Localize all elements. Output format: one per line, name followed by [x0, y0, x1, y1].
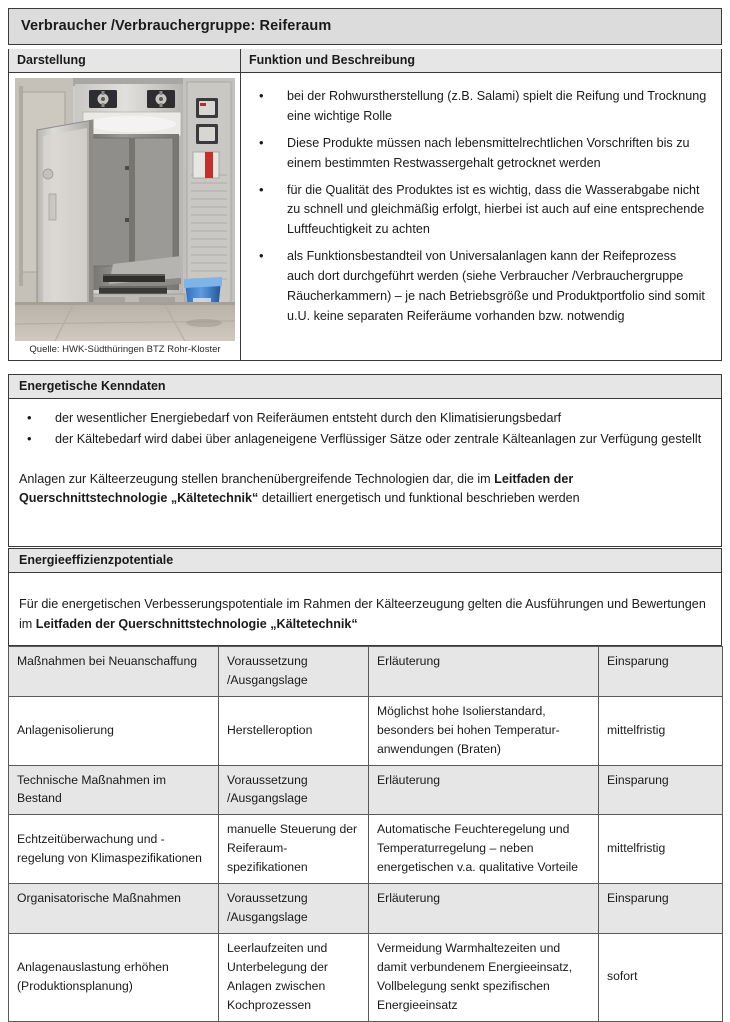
energetische-kenndaten-block [8, 374, 722, 547]
table-header-cell: Maßnahmen bei Neuanschaffung [9, 647, 219, 697]
table-header-row [9, 647, 723, 697]
funktion-cell [241, 73, 721, 360]
content-row [8, 73, 722, 361]
table-cell-voraussetzung: Herstelleroption [219, 696, 369, 765]
table-header-cell: Einsparung [599, 647, 723, 697]
potentiale-paragraph [19, 595, 711, 634]
table-cell-einsparung: mittelfristig [599, 815, 723, 884]
table-cell-massnahme: Anlagenauslastung erhöhen (Produktionsplanung) [9, 933, 219, 1021]
kenndaten-paragraph-part2: detailliert energetisch und funktional beschrieben werden [258, 491, 580, 506]
section-body-kenndaten [8, 399, 722, 547]
list-item: • der wesentlicher Energiebedarf von Reiferäumen entsteht durch den Klimatisierungsbedarf [19, 409, 711, 429]
table-row [9, 696, 723, 765]
table-header-cell: Voraussetzung /Ausgangslage [219, 884, 369, 934]
list-item: • für die Qualität des Produktes ist es wichtig, dass die Wasserabgabe nicht zu schnell und gleichmäßig erfolgt, hierbei ist auch auf eine entsprechende Luftfeuchtigkeit zu achten [251, 181, 707, 241]
table-header-cell: Voraussetzung /Ausgangslage [219, 765, 369, 815]
kenndaten-paragraph-bold: Leitfaden der Querschnittstechnologie „Kältetechnik“ [19, 471, 574, 506]
measures-table-block [8, 646, 722, 1022]
column-header-funktion: Funktion und Beschreibung [249, 53, 415, 67]
table-cell-massnahme: Echtzeitüberwachung und -regelung von Klimaspezifikationen [9, 815, 219, 884]
potentiale-paragraph-part1: Für die energetischen Verbesserungspotentiale im Rahmen der Kälteerzeugung gelten die Ausführungen und Bewertungen im [19, 597, 706, 631]
table-cell-erlaeuterung: Automatische Feuchteregelung und Temperaturregelung – neben energetischen v.a. qualitative Vorteile [369, 815, 599, 884]
reiferaum-photo [15, 78, 235, 341]
potentiale-paragraph-bold: Leitfaden der Querschnittstechnologie „Kältetechnik“ [35, 616, 358, 631]
table-header-cell: Erläuterung [369, 647, 599, 697]
table-cell-voraussetzung: Leerlaufzeiten und Unterbelegung der Anlagen zwischen Kochprozessen [219, 933, 369, 1021]
funktion-bullet-list [251, 87, 707, 327]
photo-caption: Quelle: HWK-Südthüringen BTZ Rohr-Kloster [29, 344, 221, 355]
table-cell-erlaeuterung: Möglichst hohe Isolierstandard, besonders bei hohen Temperatur-anwendungen (Braten) [369, 696, 599, 765]
table-header-cell: Einsparung [599, 765, 723, 815]
darstellung-funktion-block [8, 49, 722, 361]
kenndaten-bullet-list [19, 409, 711, 450]
energieeffizienzpotentiale-block [8, 548, 722, 646]
table-header-cell: Voraussetzung /Ausgangslage [219, 647, 369, 697]
table-header-cell: Organisatorische Maßnahmen [9, 884, 219, 934]
photo-wrapper [15, 78, 235, 356]
column-header-darstellung: Darstellung [9, 49, 241, 72]
table-header-cell: Technische Maßnahmen im Bestand [9, 765, 219, 815]
document-title-block [8, 8, 722, 45]
section-body-potentiale [8, 573, 722, 646]
kenndaten-paragraph-part1: Anlagen zur Kälteerzeugung stellen branchenübergreifende Technologien dar, die im [19, 471, 495, 486]
table-cell-erlaeuterung: Vermeidung Warmhaltezeiten und damit verbundenem Energieeinsatz, Vollbelegung senkt spezifischen Energieeinsatz [369, 933, 599, 1021]
list-item: • der Kältebedarf wird dabei über anlageneigene Verflüssiger Sätze oder zentrale Kälteanlagen zur Verfügung gestellt [19, 430, 711, 450]
column-header-row [8, 49, 722, 73]
list-item: • als Funktionsbestandteil von Universalanlagen kann der Reifeprozess auch dort durchgeführt werden (siehe Verbraucher /Verbrauchergruppe Räucherkammern) – je nach Betriebsgröße und Produktportfolio sind somit u.U. keine separaten Reiferäume vorhanden bzw. notwendig [251, 247, 707, 327]
measures-table [8, 646, 723, 1022]
table-header-cell: Erläuterung [369, 765, 599, 815]
table-cell-einsparung: mittelfristig [599, 696, 723, 765]
table-row [9, 815, 723, 884]
table-header-cell: Einsparung [599, 884, 723, 934]
table-row [9, 933, 723, 1021]
kenndaten-paragraph [19, 470, 711, 509]
section-heading-potentiale: Energieeffizienzpotentiale [8, 548, 722, 573]
list-item: • bei der Rohwurstherstellung (z.B. Salami) spielt die Reifung und Trocknung eine wichtige Rolle [251, 87, 707, 127]
table-header-row [9, 884, 723, 934]
table-cell-voraussetzung: manuelle Steuerung der Reiferaum-spezifikationen [219, 815, 369, 884]
table-cell-massnahme: Anlagenisolierung [9, 696, 219, 765]
table-header-cell: Erläuterung [369, 884, 599, 934]
list-item: • Diese Produkte müssen nach lebensmittelrechtlichen Vorschriften bis zu einem bestimmten Restwassergehalt getrocknet werden [251, 134, 707, 174]
section-heading-kenndaten: Energetische Kenndaten [8, 374, 722, 399]
table-header-row [9, 765, 723, 815]
table-cell-einsparung: sofort [599, 933, 723, 1021]
page-title: Verbraucher /Verbrauchergruppe: Reiferaum [8, 8, 722, 45]
photo-cell [9, 73, 241, 360]
